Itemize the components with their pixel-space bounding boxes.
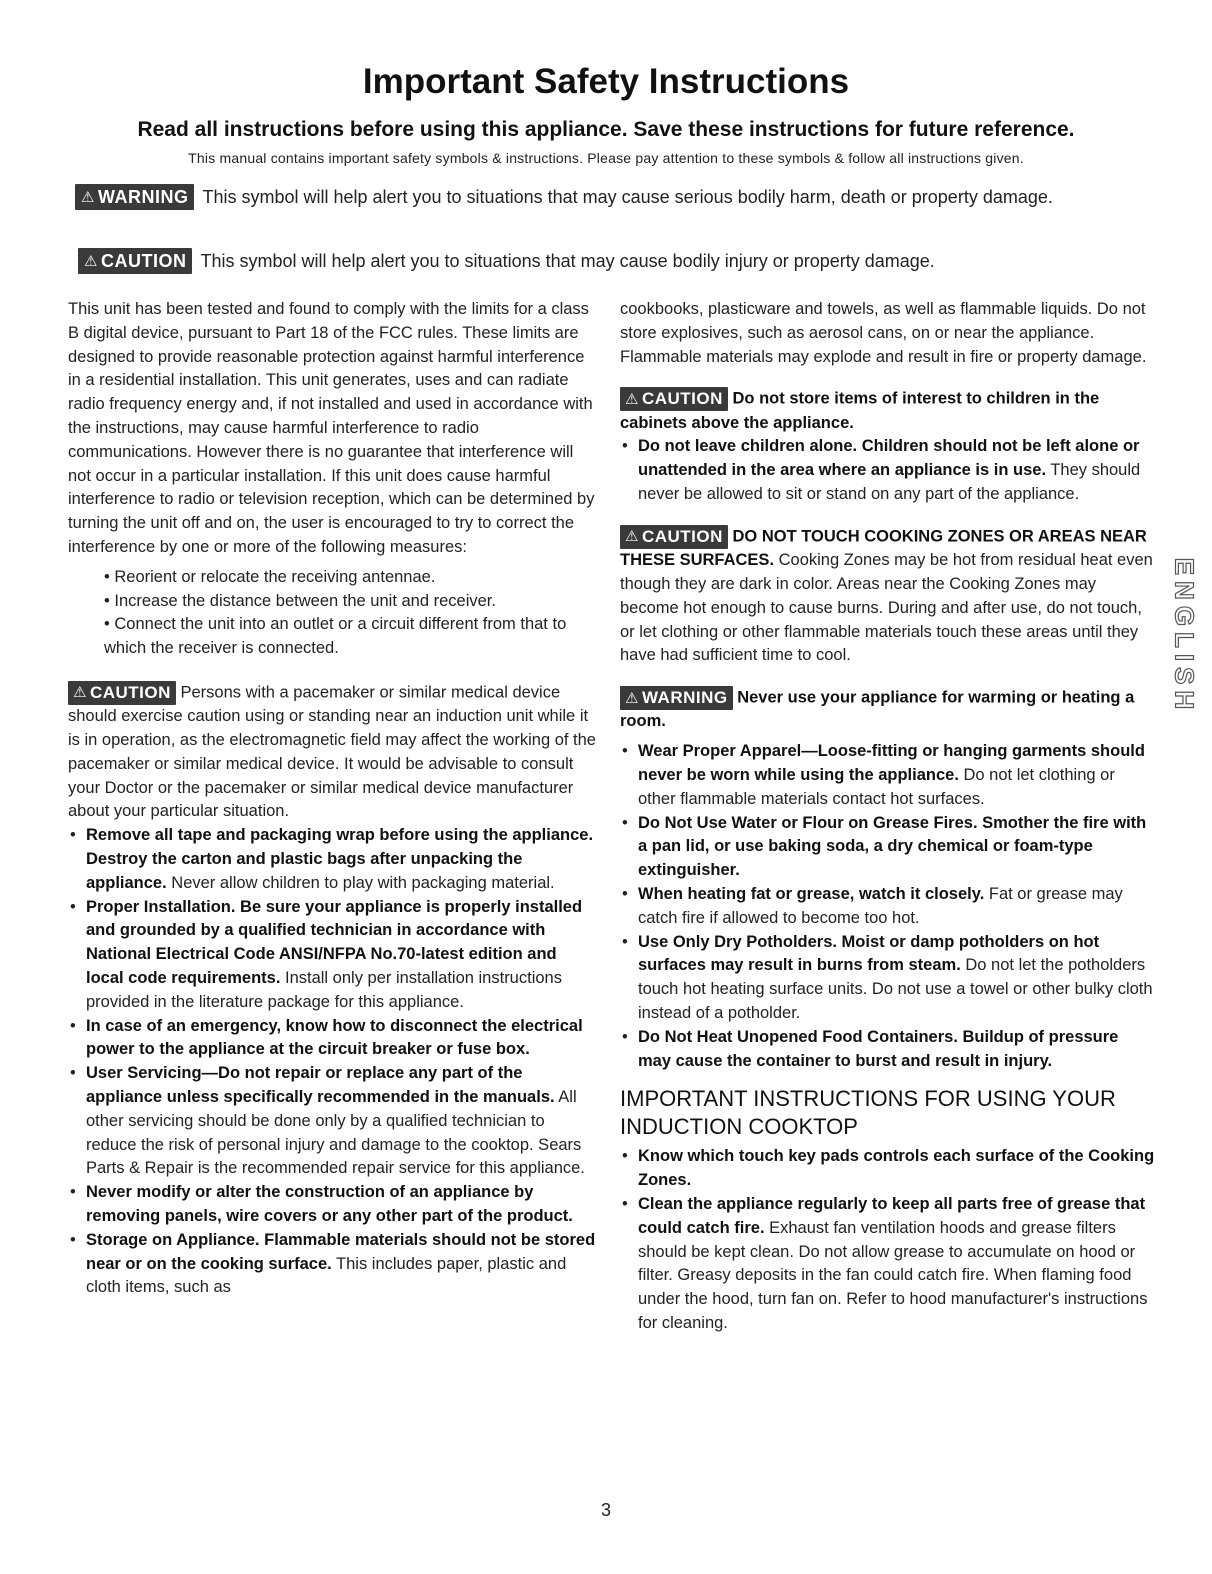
- safety-bullets-left: [68, 824, 598, 1300]
- caution-badge: ⚠ CAUTION: [620, 525, 728, 549]
- list-item: • Storage on Appliance. Flammable materials should not be stored near or on the cooking surface. This includes paper, plastic and cloth items, such as: [68, 1229, 598, 1300]
- induction-instructions-heading: IMPORTANT INSTRUCTIONS FOR USING YOUR INDUCTION COOKTOP: [620, 1086, 1116, 1140]
- warning-badge: [75, 184, 194, 210]
- list-item: • Clean the appliance regularly to keep all parts free of grease that could catch fire. Exhaust fan ventilation hoods and grease filters should be kept clean. Do not allow grease to accumulate on hood or filter. Greasy deposits in the fan could catch fire. When flaming food under the hood, turn fan on. Refer to hood manufacturer's instructions for cleaning.: [620, 1193, 1155, 1336]
- fcc-paragraph: This unit has been tested and found to comply with the limits for a class B digital device, pursuant to Part 18 of the FCC rules. These limits are designed to provide reasonable protection against harmful interference in a residential installation. This unit generates, uses and can radiate radio frequency energy and, if not installed and used in accordance with the instructions, may cause harmful interference to radio communications. However there is no guarantee that interference will not occur in a particular installation. If this unit does cause harmful interference to radio or television reception, which can be determined by turning the unit off and on, the user is encouraged to try to correct the interference by one or more of the following measures:: [68, 300, 595, 556]
- caution-badge: [78, 248, 192, 274]
- storage-continued: cookbooks, plasticware and towels, as well as flammable liquids. Do not store explosives, such as aerosol cans, on or near the appliance. Flammable materials may explode and result in fire or property damage.: [620, 300, 1147, 366]
- caution-triangle-icon: ⚠: [84, 252, 98, 270]
- list-item: • Do Not Heat Unopened Food Containers. Buildup of pressure may cause the container to burst and result in injury.: [620, 1026, 1155, 1074]
- list-item: • In case of an emergency, know how to disconnect the electrical power to the appliance at the circuit breaker or fuse box.: [68, 1015, 598, 1063]
- list-item: • When heating fat or grease, watch it closely. Fat or grease may catch fire if allowed to become too hot.: [620, 883, 1155, 931]
- caution-description: This symbol will help alert you to situations that may cause bodily injury or property damage.: [200, 250, 935, 271]
- intro-text: This manual contains important safety symbols & instructions. Please pay attention to these symbols & follow all instructions given.: [188, 150, 1024, 166]
- warning-triangle-icon: ⚠: [625, 689, 639, 707]
- list-item: • Know which touch key pads controls each surface of the Cooking Zones.: [620, 1145, 1155, 1193]
- list-item: • Remove all tape and packaging wrap before using the appliance. Destroy the carton and plastic bags after unpacking the appliance. Never allow children to play with packaging material.: [68, 824, 598, 895]
- list-item: • Do not leave children alone. Children should not be left alone or unattended in the area where an appliance is in use. They should never be allowed to sit or stand on any part of the appliance.: [620, 435, 1155, 506]
- warning-label: WARNING: [97, 187, 189, 207]
- children-caution: ⚠ CAUTION Do not store items of interest to children in the cabinets above the appliance.: [620, 389, 1100, 432]
- caution-symbol-row: [78, 248, 935, 274]
- page-title: Important Safety Instructions: [362, 62, 850, 101]
- heating-warning: ⚠ WARNING Never use your appliance for warming or heating a room.: [620, 688, 1135, 731]
- list-item: • Proper Installation. Be sure your appliance is properly installed and grounded by a qualified technician in accordance with National Electrical Code ANSI/NFPA No.70-latest edition and local code requirements. Install only per installation instructions provided in the literature package for this appliance.: [68, 896, 598, 1015]
- caution-triangle-icon: ⚠: [73, 684, 87, 702]
- warning-badge: ⚠ WARNING: [620, 686, 733, 710]
- warning-description: This symbol will help alert you to situations that may cause serious bodily harm, death or property damage.: [202, 186, 1053, 207]
- caution-triangle-icon: ⚠: [625, 528, 639, 546]
- induction-bullets: [620, 1145, 1155, 1335]
- left-column: [68, 298, 598, 1300]
- cooking-zones-caution: ⚠ CAUTION DO NOT TOUCH COOKING ZONES OR AREAS NEAR THESE SURFACES. Cooking Zones may be hot from residual heat even though they are dark in color. Areas near the Cooking Zones may become hot enough to cause burns. During and after use, do not touch, or let clothing or other flammable materials touch these areas until they have had sufficient time to cool.: [620, 526, 1153, 665]
- caution-badge: ⚠ CAUTION: [620, 387, 728, 411]
- right-column: [620, 298, 1155, 1336]
- list-item: • Never modify or alter the construction of an appliance by removing panels, wire covers or any other part of the product.: [68, 1181, 598, 1229]
- warning-symbol-row: [75, 184, 1053, 210]
- caution-label: CAUTION: [100, 251, 187, 271]
- pacemaker-caution: ⚠ CAUTION Persons with a pacemaker or similar medical device should exercise caution using or standing near an induction unit while it is in operation, as the electromagnetic field may affect the working of the pacemaker or similar medical device. It would be advisable to consult your Doctor or the pacemaker or similar medical device manufacturer about your particular situation.: [68, 682, 596, 821]
- page-number: 3: [600, 1500, 611, 1520]
- warning-triangle-icon: ⚠: [81, 188, 95, 206]
- caution-triangle-icon: ⚠: [625, 390, 639, 408]
- page-subtitle: Read all instructions before using this appliance. Save these instructions for future reference.: [137, 118, 1075, 141]
- children-bullets: [620, 435, 1155, 506]
- list-item: • User Servicing—Do not repair or replace any part of the appliance unless specifically recommended in the manuals. All other servicing should be done only by a qualified technician to reduce the risk of personal injury and damage to the cooktop. Sears Parts & Repair is the recommended repair service for this appliance.: [68, 1062, 598, 1181]
- list-item: • Do Not Use Water or Flour on Grease Fires. Smother the fire with a pan lid, or use baking soda, a dry chemical or foam-type extinguisher.: [620, 812, 1155, 883]
- list-item: • Increase the distance between the unit and receiver.: [104, 591, 496, 610]
- list-item: • Use Only Dry Potholders. Moist or damp potholders on hot surfaces may result in burns from steam. Do not let the potholders touch hot heating surface units. Do not use a towel or other bulky cloth instead of a potholder.: [620, 931, 1155, 1026]
- language-side-tab: ENGLISH: [1169, 557, 1200, 715]
- safety-bullets-right: [620, 740, 1155, 1073]
- list-item: • Reorient or relocate the receiving antennae.: [104, 567, 436, 586]
- caution-badge: ⚠ CAUTION: [68, 681, 176, 705]
- list-item: • Wear Proper Apparel—Loose-fitting or hanging garments should never be worn while using the appliance. Do not let clothing or other flammable materials contact hot surfaces.: [620, 740, 1155, 811]
- list-item: • Connect the unit into an outlet or a circuit different from that to which the receiver is connected.: [104, 615, 567, 658]
- interference-measures-list: [68, 566, 598, 661]
